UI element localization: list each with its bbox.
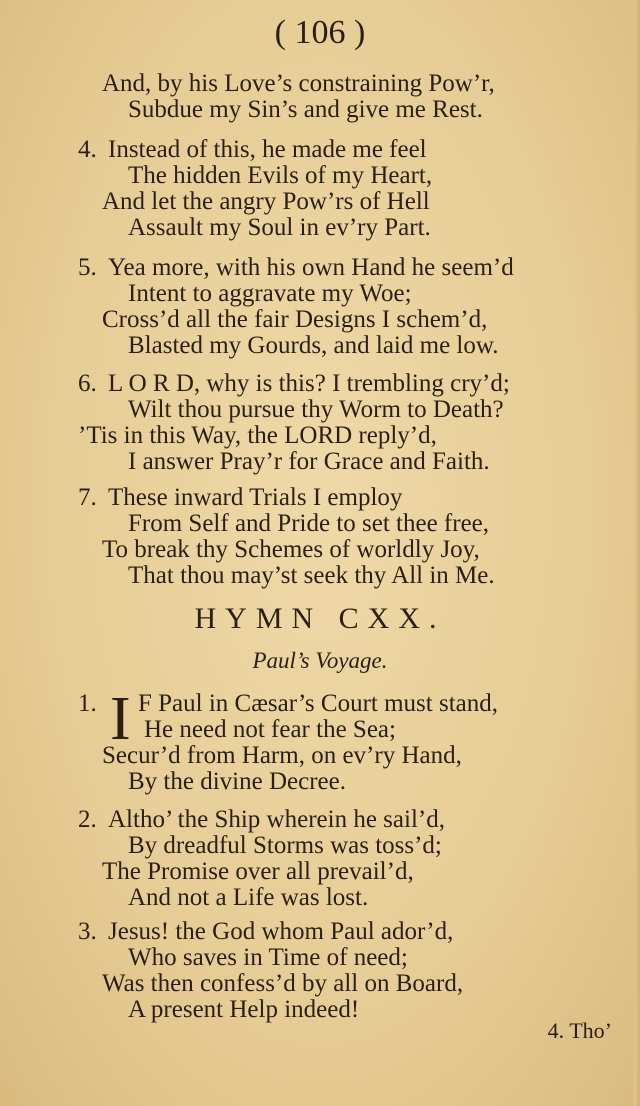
verse-line: Was then confess’d by all on Board, [102, 970, 464, 997]
verse-line: Blasted my Gourds, and laid me low. [128, 332, 499, 359]
verse-number: 3. [78, 918, 97, 945]
verse-number: 2. [78, 806, 97, 833]
verse-line: And let the angry Pow’rs of Hell [102, 188, 430, 215]
verse-line: By the divine Decree. [128, 768, 346, 795]
verse-line: Jesus! the God whom Paul ador’d, [108, 918, 454, 945]
verse-line: Cross’d all the fair Designs I schem’d, [102, 306, 488, 333]
verse-line: The hidden Evils of my Heart, [128, 162, 433, 189]
verse-line: F Paul in Cæsar’s Court must stand, [138, 690, 498, 717]
verse-number: 6. [78, 370, 97, 397]
verse-line: Secur’d from Harm, on ev’ry Hand, [102, 742, 462, 769]
verse-line: These inward Trials I employ [108, 484, 403, 511]
verse-line: Yea more, with his own Hand he seem’d [108, 254, 514, 281]
verse-line: A present Help indeed! [128, 996, 360, 1023]
drop-cap: I [110, 685, 131, 753]
verse-line: And not a Life was lost. [128, 884, 369, 911]
verse-number: 4. [78, 136, 97, 163]
verse-line: To break thy Schemes of worldly Joy, [102, 536, 480, 563]
verse-line: Subdue my Sin’s and give me Rest. [128, 96, 483, 123]
page-number: ( 106 ) [274, 14, 366, 51]
verse-line: Wilt thou pursue thy Worm to Death? [128, 396, 504, 423]
verse-number: 5. [78, 254, 97, 281]
verse-line: Who saves in Time of need; [128, 944, 408, 971]
verse-line: L O R D, why is this? I trembling cry’d; [108, 370, 510, 397]
verse-line: He need not fear the Sea; [144, 716, 396, 743]
catchword: 4. Tho’ [547, 1018, 612, 1043]
verse-line: That thou may’st seek thy All in Me. [128, 562, 495, 589]
hymn-title: HYMN CXX. [194, 602, 446, 635]
verse-number: 7. [78, 484, 97, 511]
page-edge [634, 0, 640, 1106]
verse-line: Altho’ the Ship wherein he sail’d, [108, 806, 445, 833]
verse-line: And, by his Love’s constraining Pow’r, [102, 70, 495, 97]
verse-line: Instead of this, he made me feel [108, 136, 427, 163]
verse-line: Assault my Soul in ev’ry Part. [128, 214, 431, 241]
verse-line: By dreadful Storms was toss’d; [128, 832, 442, 859]
verse-line: The Promise over all prevail’d, [102, 858, 414, 885]
verse-line: ’Tis in this Way, the LORD reply’d, [78, 422, 437, 449]
verse-line: Intent to aggravate my Woe; [128, 280, 412, 307]
verse-number: 1. [78, 690, 97, 717]
verse-line: From Self and Pride to set thee free, [128, 510, 490, 537]
hymn-subtitle: Paul’s Voyage. [252, 648, 388, 673]
verse-line: I answer Pray’r for Grace and Faith. [128, 448, 490, 475]
